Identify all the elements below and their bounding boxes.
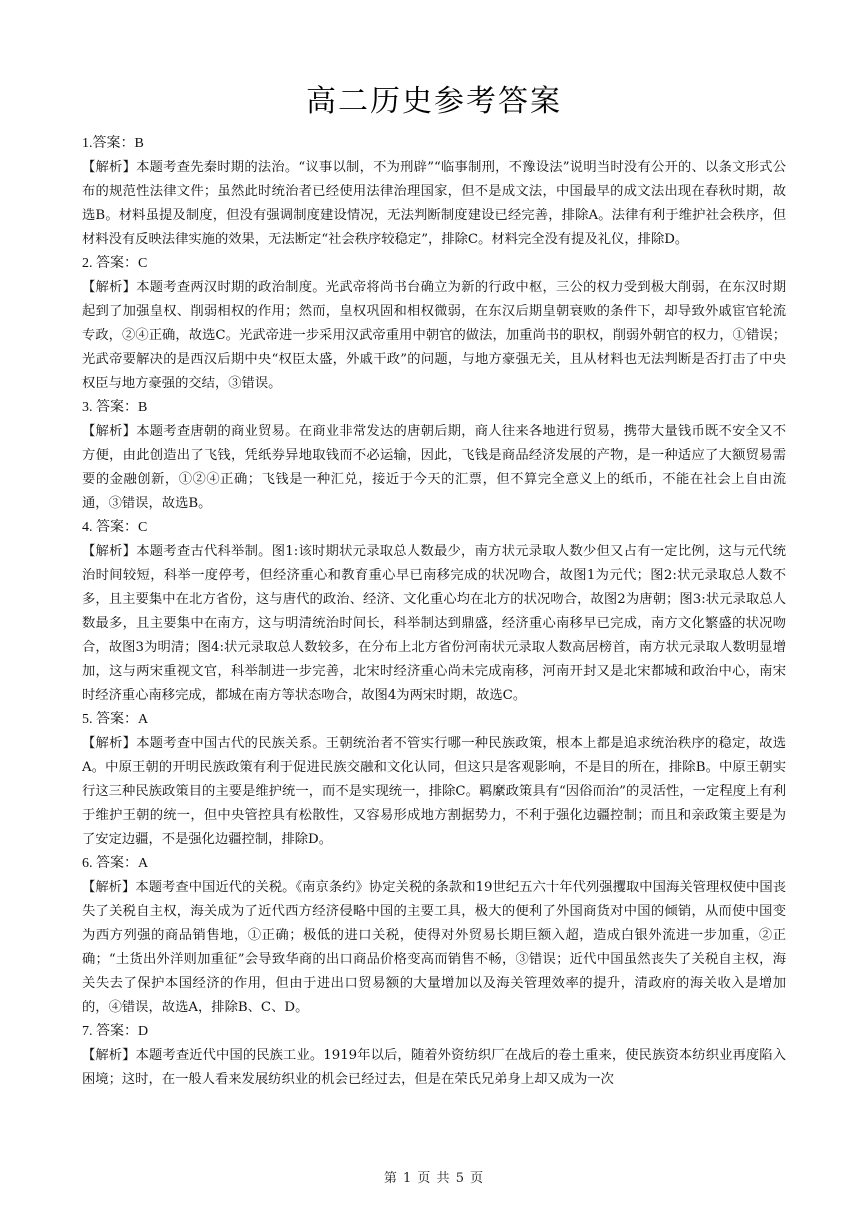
analysis-text: 本题考查近代中国的民族工业。1919年以后，随着外资纺织厂在战后的卷土重来，使民族资本纺织业再度陷入困境；这时，在一般人看来发展纺织业的机会已经过去，但是在荣氏兄弟身上却又成为一次 <box>82 1048 787 1087</box>
answer-item-5 <box>82 708 786 852</box>
answer-list <box>82 132 786 1092</box>
analysis-tag: 【解析】 <box>82 880 136 895</box>
analysis-text: 本题考查两汉时期的政治制度。光武帝将尚书台确立为新的行政中枢，三公的权力受到极大削弱，在东汉时期起到了加强皇权、削弱相权的作用；然而，皇权巩固和相权微弱，在东汉后期皇朝衰败的条件下，却导致外戚宦官轮流专政，②④正确，故选C。光武帝进一步采用汉武帝重用中朝官的做法，加重尚书的职权，削弱外朝官的权力，①错误；光武帝要解决的是西汉后期中央“权臣太盛，外戚干政”的问题，与地方豪强无关，且从材料也无法判断是否打击了中央权臣与地方豪强的交结，③错误。 <box>82 280 787 391</box>
answer-item-4 <box>82 516 786 708</box>
analysis-text: 本题考查中国近代的关税。《南京条约》协定关税的条款和19世纪五六十年代列强攫取中国海关管理权使中国丧失了关税自主权，海关成为了近代西方经济侵略中国的主要工具，极大的便利了外国商货对中国的倾销，从而使中国变为西方列强的商品销售地，①正确；极低的进口关税，使得对外贸易长期巨额入超，造成白银外流进一步加重，②正确；“土货出外洋则加重征”会导致华商的出口商品价格变高而销售不畅，③错误；近代中国虽然丧失了关税自主权，海关失去了保护本国经济的作用，但由于进出口贸易额的大量增加以及海关管理效率的提升，清政府的海关收入是增加的，④错误，故选A，排除B、C、D。 <box>82 880 786 1015</box>
document-title: 高二历史参考答案 <box>306 84 562 119</box>
analysis-text: 本题考查中国古代的民族关系。王朝统治者不管实行哪一种民族政策，根本上都是追求统治秩序的稳定，故选A。中原王朝的开明民族政策有利于促进民族交融和文化认同，但这只是客观影响，不是目的所在，排除B。中原王朝实行这三种民族政策目的主要是维护统一，而不是实现统一，排除C。羁縻政策具有“因俗而治”的灵活性，一定程度上有利于维护王朝的统一，但中央管控具有松散性，又容易形成地方割据势力，不利于强化边疆控制；而且和亲政策主要是为了安定边疆，不是强化边疆控制，排除D。 <box>82 736 787 847</box>
analysis-paragraph <box>82 732 786 852</box>
answer-item-6 <box>82 852 786 1020</box>
analysis-paragraph <box>82 540 786 708</box>
answer-item-1 <box>82 132 786 252</box>
analysis-tag: 【解析】 <box>82 424 137 439</box>
page-footer: 第 1 页 共 5 页 <box>383 1171 485 1186</box>
answer-item-2 <box>82 252 786 396</box>
answer-line: 3. 答案：B <box>82 400 148 415</box>
analysis-text: 本题考查先秦时期的法治。“议事以制，不为刑辟”“临事制刑，不豫设法”说明当时没有公开的、以条文形式公布的规范性法律文件；虽然此时统治者已经使用法律治理国家，但不是成文法，中国最早的成文法出现在春秋时期，故选B。材料虽提及制度，但没有强调制度建设情况，无法判断制度建设已经完善，排除A。法律有利于维护社会秩序，但材料没有反映法律实施的效果，无法断定“社会秩序较稳定”，排除C。材料完全没有提及礼仪，排除D。 <box>82 160 786 247</box>
answer-line: 1.答案：B <box>82 136 144 151</box>
analysis-paragraph <box>82 876 786 1020</box>
analysis-paragraph <box>82 1044 786 1092</box>
answer-item-3 <box>82 396 786 516</box>
answer-line: 6. 答案：A <box>82 856 149 871</box>
answer-item-7 <box>82 1020 786 1092</box>
analysis-paragraph <box>82 156 786 252</box>
analysis-text: 本题考查唐朝的商业贸易。在商业非常发达的唐朝后期，商人往来各地进行贸易，携带大量钱币既不安全又不方便，由此创造出了飞钱，凭纸券异地取钱而不必运输，因此，飞钱是商品经济发展的产物，是一种适应了大额贸易需要的金融创新，①②④正确；飞钱是一种汇兑，接近于今天的汇票，但不算完全意义上的纸币，不能在社会上自由流通，③错误，故选B。 <box>82 424 787 511</box>
answer-line: 2. 答案：C <box>82 256 148 271</box>
answer-line: 5. 答案：A <box>82 712 149 727</box>
analysis-paragraph <box>82 420 786 516</box>
analysis-tag: 【解析】 <box>82 160 137 175</box>
answer-line: 7. 答案：D <box>82 1024 149 1039</box>
answer-line: 4. 答案：C <box>82 520 148 535</box>
analysis-tag: 【解析】 <box>82 544 137 559</box>
analysis-paragraph <box>82 276 786 396</box>
analysis-tag: 【解析】 <box>82 280 137 295</box>
analysis-tag: 【解析】 <box>82 1048 136 1063</box>
analysis-tag: 【解析】 <box>82 736 137 751</box>
analysis-text: 本题考查古代科举制。图1:该时期状元录取总人数最少，南方状元录取人数少但又占有一定比例，这与元代统治时间较短，科举一度停考，但经济重心和教育重心早已南移完成的状况吻合，故图1为元代；图2:状元录取总人数不多，且主要集中在北方省份，这与唐代的政治、经济、文化重心均在北方的状况吻合，故图2为唐朝；图3:状元录取总人数最多，且主要集中在南方，这与明清统治时间长，科举制达到鼎盛，经济重心南移早已完成，南方文化繁盛的状况吻合，故图3为明清；图4:状元录取总人数较多，在分布上北方省份河南状元录取人数高居榜首，南方状元录取人数明显增加，这与两宋重视文官，科举制进一步完善，北宋时经济重心尚未完成南移，河南开封又是北宋都城和政治中心，南宋时经济重心南移完成，都城在南方等状态吻合，故图4为两宋时期，故选C。 <box>82 544 786 703</box>
